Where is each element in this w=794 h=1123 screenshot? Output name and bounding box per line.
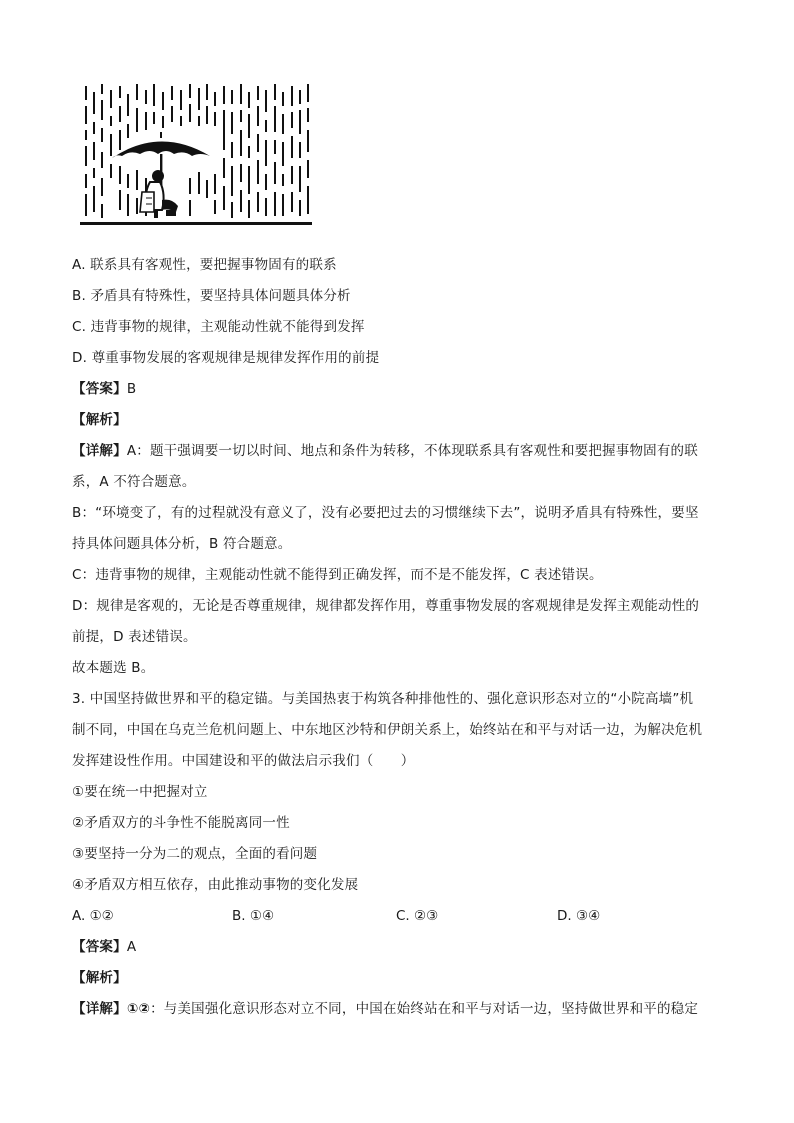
q3-choice-d: D. ③④ bbox=[557, 908, 601, 924]
answer-value: A bbox=[126, 939, 137, 955]
q2-answer-line bbox=[72, 379, 136, 399]
q3-choice-a: A. ①② bbox=[72, 908, 114, 924]
detail-tag: 【详解】 bbox=[72, 1001, 127, 1017]
q3-detail-line-1: 【详解】①②：与美国强化意识形态对立不同，中国在始终站在和平与对话一边，坚持做世界和平的稳定 bbox=[72, 1001, 699, 1017]
ground bbox=[80, 222, 312, 225]
q3-statement-1: ①要在统一中把握对立 bbox=[72, 784, 208, 800]
q2-detail-line-3: B：“环境变了，有的过程就没有意义了，没有必要把过去的习惯继续下去”，说明矛盾具有特殊性，要坚 bbox=[72, 505, 699, 521]
q3-statement-2: ②矛盾双方的斗争性不能脱离同一性 bbox=[72, 815, 290, 831]
q2-detail-line-2: 系，A 不符合题意。 bbox=[72, 474, 196, 490]
q3-stem-line-1: 3. 中国坚持做世界和平的稳定锚。与美国热衷于构筑各种排他性的、强化意识形态对立的“小院高墙”机 bbox=[72, 691, 694, 707]
answer-tag: 【答案】 bbox=[72, 381, 127, 397]
person bbox=[140, 170, 178, 218]
q3-stem-line-2: 制不同，中国在乌克兰危机问题上、中东地区沙特和伊朗关系上，始终站在和平与对话一边，为解决危机 bbox=[72, 722, 703, 738]
q3-answer-line bbox=[72, 937, 136, 957]
q2-detail-line-5: C：违背事物的规律，主观能动性就不能得到正确发挥，而不是不能发挥，C 表述错误。 bbox=[72, 567, 603, 583]
q2-detail-line-1: 【详解】A：题干强调要一切以时间、地点和条件为转移，不体现联系具有客观性和要把握事物固有的联 bbox=[72, 443, 698, 459]
q2-option-d: D. 尊重事物发展的客观规律是规律发挥作用的前提 bbox=[72, 350, 380, 366]
q2-option-b: B. 矛盾具有特殊性，要坚持具体问题具体分析 bbox=[72, 288, 351, 304]
answer-value: B bbox=[126, 381, 137, 397]
q3-choice-b: B. ①④ bbox=[232, 908, 275, 924]
rain-umbrella-cartoon bbox=[80, 82, 312, 232]
q3-analysis-tag: 【解析】 bbox=[72, 970, 127, 986]
detail-marks: ①② bbox=[126, 1001, 151, 1017]
q2-conclusion: 故本题选 B。 bbox=[72, 660, 155, 676]
q3-choice-c: C. ②③ bbox=[396, 908, 439, 924]
q3-stem-line-3: 发挥建设性作用。中国建设和平的做法启示我们（ ） bbox=[72, 753, 415, 769]
q3-statement-4: ④矛盾双方相互依存，由此推动事物的变化发展 bbox=[72, 877, 359, 893]
q2-detail-line-7: 前提，D 表述错误。 bbox=[72, 629, 197, 645]
q2-option-c: C. 违背事物的规律，主观能动性就不能得到发挥 bbox=[72, 319, 365, 335]
q2-analysis-tag: 【解析】 bbox=[72, 412, 127, 428]
q2-option-a: A. 联系具有客观性，要把握事物固有的联系 bbox=[72, 257, 337, 273]
q2-detail-line-6: D：规律是客观的，无论是否尊重规律，规律都发挥作用，尊重事物发展的客观规律是发挥主观能动性的 bbox=[72, 598, 700, 614]
q2-detail-line-4: 持具体问题具体分析，B 符合题意。 bbox=[72, 536, 292, 552]
detail-tag: 【详解】 bbox=[72, 443, 127, 459]
q3-statement-3: ③要坚持一分为二的观点，全面的看问题 bbox=[72, 846, 318, 862]
answer-tag: 【答案】 bbox=[72, 939, 127, 955]
